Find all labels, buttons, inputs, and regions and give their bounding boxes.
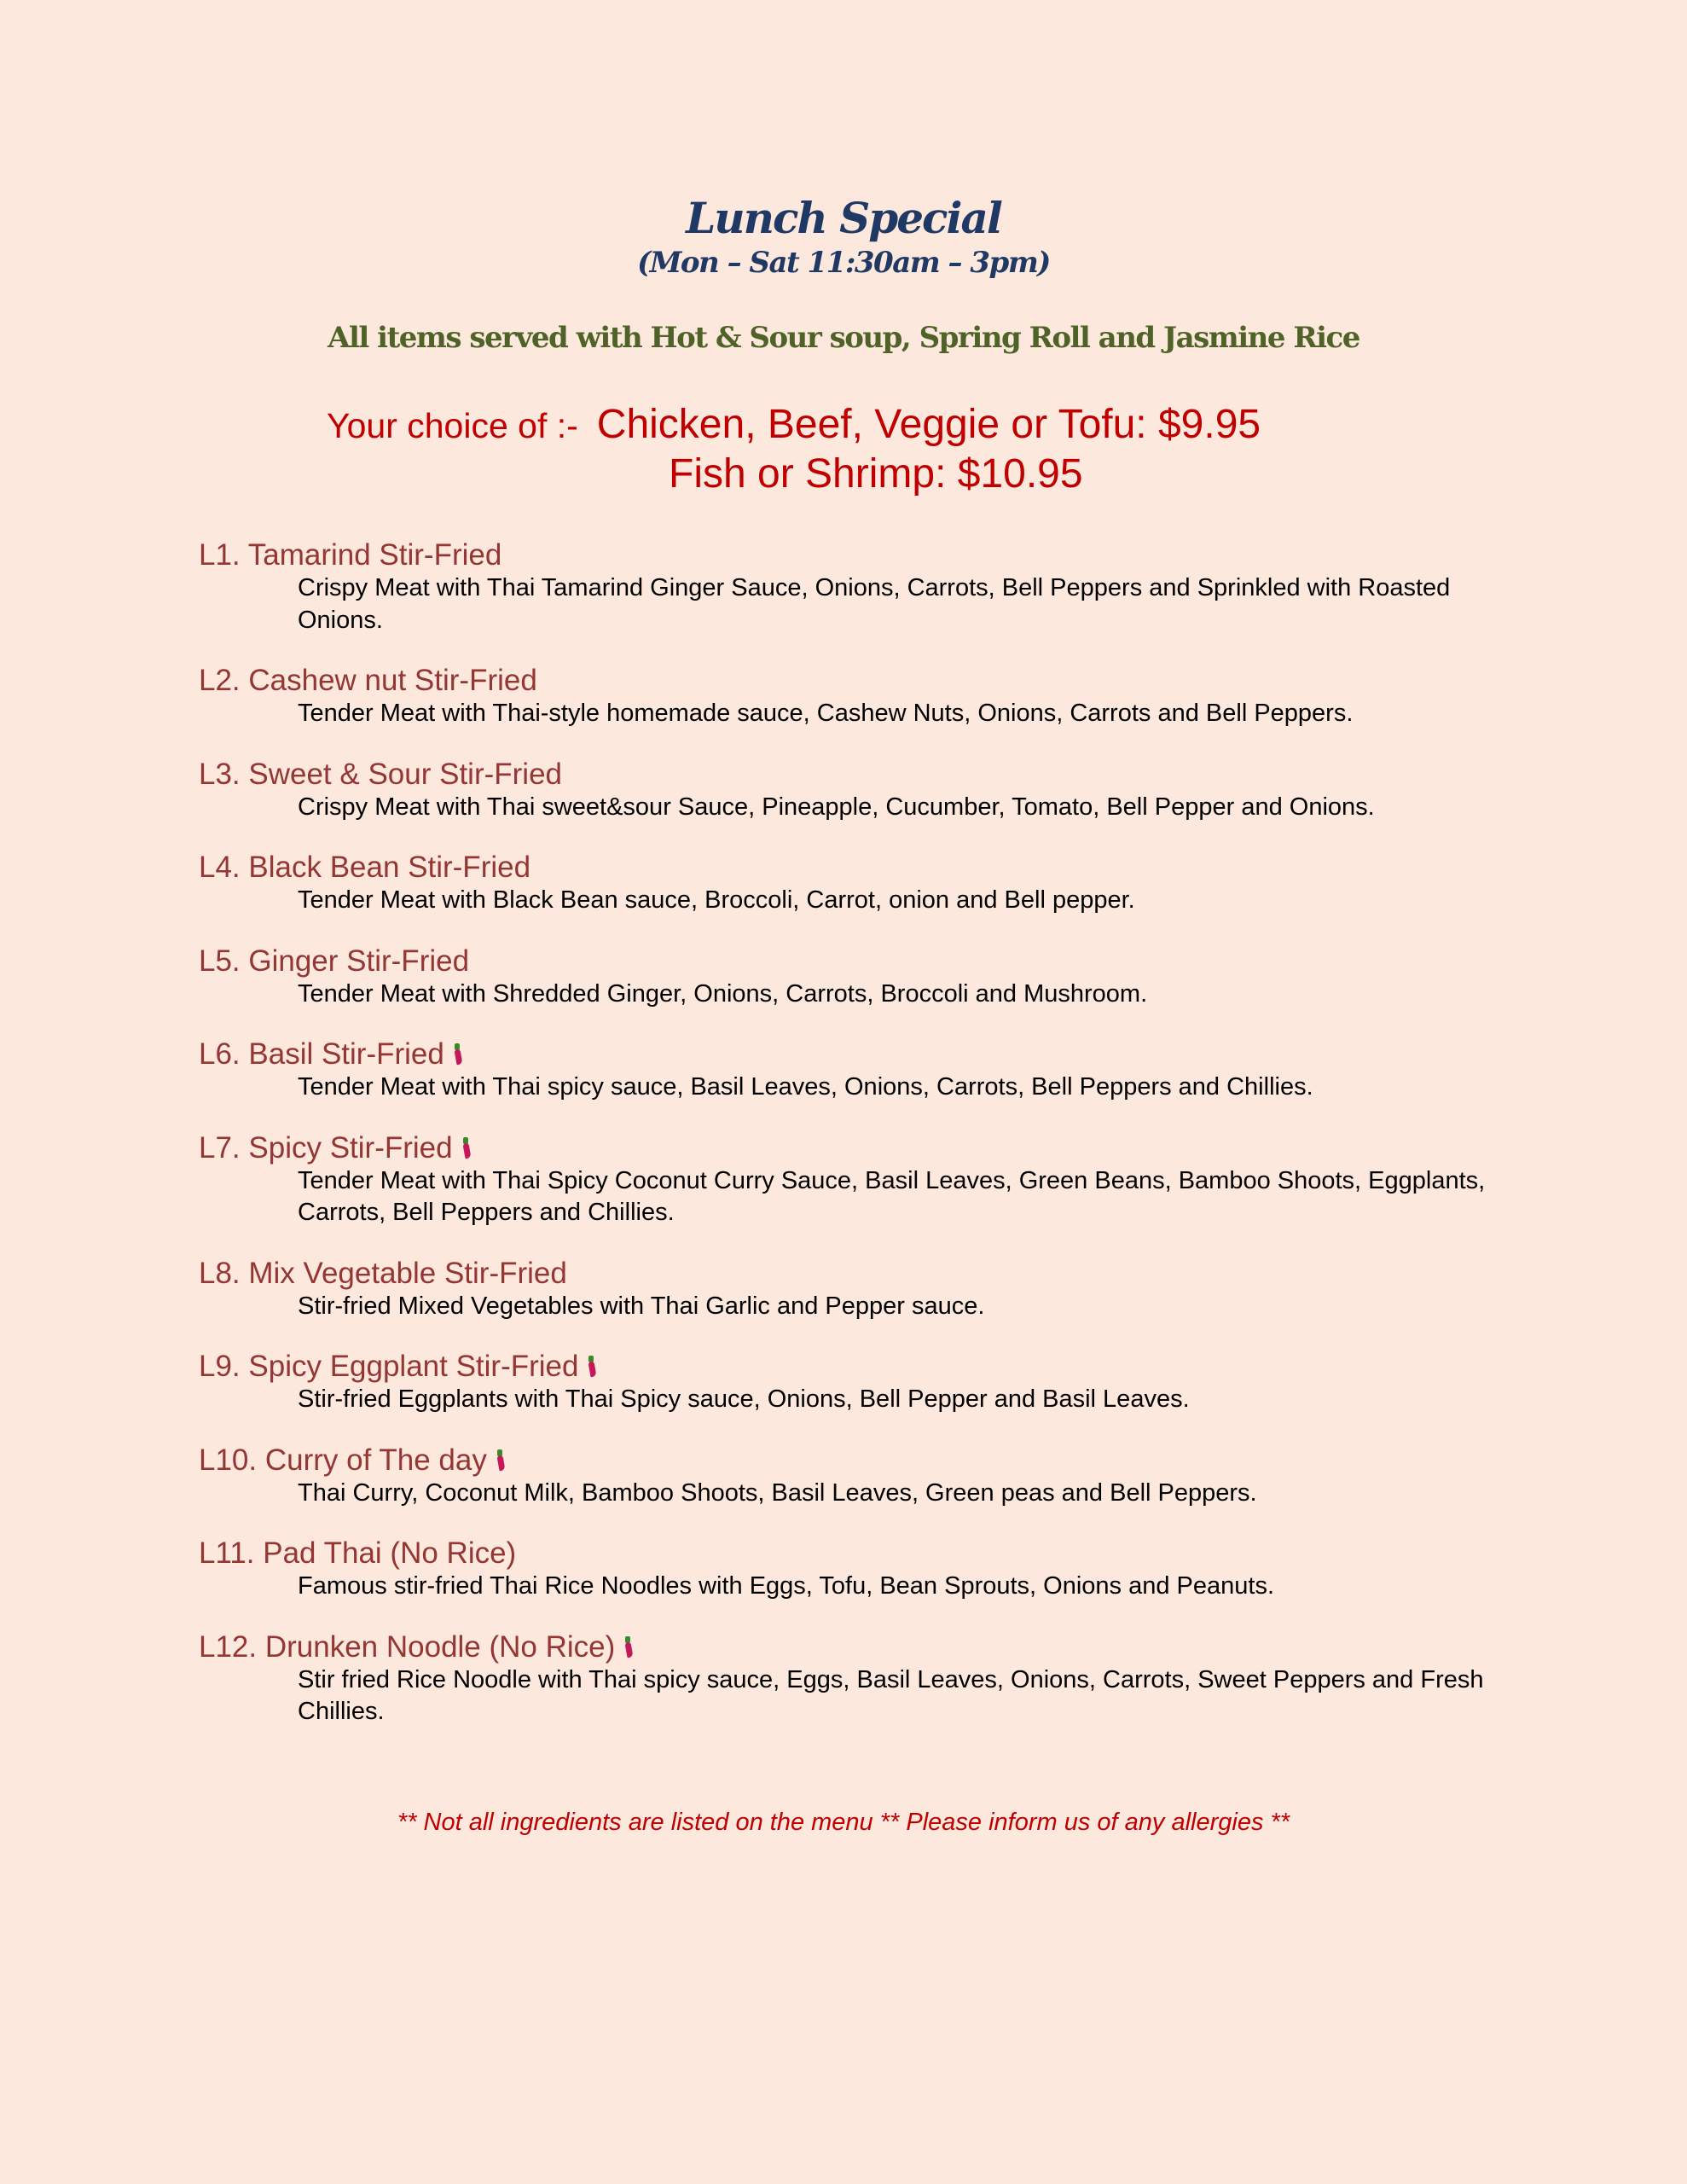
pricing-option-2: Fish or Shrimp: $10.95 xyxy=(669,451,1083,497)
allergy-footer: ** Not all ingredients are listed on the menu ** Please inform us of any allergies ** xyxy=(397,1809,1290,1836)
pricing-line-1 xyxy=(327,401,1261,448)
hours-subtitle: (Mon – Sat 11:30am – 3pm) xyxy=(637,246,1050,280)
menu-item-description: Crispy Meat with Thai Tamarind Ginger Sauce, Onions, Carrots, Bell Peppers and Sprinkled with Roasted Onions. xyxy=(298,574,1451,634)
menu-item-description: Tender Meat with Thai Spicy Coconut Curry Sauce, Basil Leaves, Green Beans, Bamboo Shoots, Eggplants, Carrots, Bell Peppers and Chillies. xyxy=(298,1166,1486,1226)
menu-item-description: Stir-fried Eggplants with Thai Spicy sauce, Onions, Bell Pepper and Basil Leaves. xyxy=(298,1385,1190,1413)
menu-item-title: L7. Spicy Stir-Fried xyxy=(199,1130,453,1165)
menu-item xyxy=(199,851,1529,917)
menu-item-description: Tender Meat with Thai spicy sauce, Basil Leaves, Onions, Carrots, Bell Peppers and Chillies. xyxy=(298,1073,1313,1101)
menu-item xyxy=(199,1443,1529,1510)
menu-item-name xyxy=(199,944,1529,979)
menu-items xyxy=(199,538,1529,1756)
menu-item-title: L8. Mix Vegetable Stir-Fried xyxy=(199,1256,567,1290)
chili-pepper-icon xyxy=(453,1043,463,1066)
menu-item-name xyxy=(199,1536,1529,1571)
menu-item-description: Stir-fried Mixed Vegetables with Thai Garlic and Pepper sauce. xyxy=(298,1292,985,1320)
menu-item xyxy=(199,1536,1529,1603)
menu-item-title: L1. Tamarind Stir-Fried xyxy=(199,538,502,572)
menu-item-name xyxy=(199,664,1529,698)
menu-item-title: L2. Cashew nut Stir-Fried xyxy=(199,664,537,697)
chili-pepper-icon xyxy=(496,1449,506,1472)
menu-item-title: L5. Ginger Stir-Fried xyxy=(199,944,470,978)
menu-item-name xyxy=(199,1257,1529,1291)
menu-item xyxy=(199,1350,1529,1416)
menu-item-name xyxy=(199,758,1529,792)
pricing-label: Your choice of :- xyxy=(327,406,578,445)
menu-item xyxy=(199,664,1529,730)
page-title: Lunch Special xyxy=(686,193,1001,243)
menu-item-title: L11. Pad Thai (No Rice) xyxy=(199,1536,517,1570)
menu-item xyxy=(199,1257,1529,1323)
menu-item-description: Stir fried Rice Noodle with Thai spicy sauce, Eggs, Basil Leaves, Onions, Carrots, Sweet Peppers and Fresh Chillies. xyxy=(298,1665,1484,1725)
chili-pepper-icon xyxy=(461,1137,472,1159)
menu-item-title: L3. Sweet & Sour Stir-Fried xyxy=(199,757,562,791)
menu-item-title: L6. Basil Stir-Fried xyxy=(199,1037,444,1071)
served-with-note: All items served with Hot & Sour soup, Spring Roll and Jasmine Rice xyxy=(328,321,1359,355)
menu-item-description: Famous stir-fried Thai Rice Noodles with Eggs, Tofu, Bean Sprouts, Onions and Peanuts. xyxy=(298,1572,1275,1600)
menu-item-name xyxy=(199,851,1529,885)
menu-item xyxy=(199,1630,1529,1728)
menu-item-name xyxy=(199,1350,1529,1384)
pricing-option-1: Chicken, Beef, Veggie or Tofu: $9.95 xyxy=(596,402,1261,447)
menu-item-description: Tender Meat with Shredded Ginger, Onions, Carrots, Broccoli and Mushroom. xyxy=(298,979,1148,1008)
menu-item-name xyxy=(199,1131,1529,1165)
menu-item-description: Tender Meat with Black Bean sauce, Broccoli, Carrot, onion and Bell pepper. xyxy=(298,886,1135,914)
menu-item-description: Crispy Meat with Thai sweet&sour Sauce, Pineapple, Cucumber, Tomato, Bell Pepper and Onions. xyxy=(298,793,1375,821)
menu-item xyxy=(199,758,1529,824)
menu-item-name xyxy=(199,1630,1529,1664)
menu-item-name xyxy=(199,1443,1529,1478)
menu-item xyxy=(199,1037,1529,1104)
menu-item xyxy=(199,944,1529,1011)
menu-item-title: L12. Drunken Noodle (No Rice) xyxy=(199,1629,616,1664)
menu-item-description: Tender Meat with Thai-style homemade sauce, Cashew Nuts, Onions, Carrots and Bell Peppers. xyxy=(298,700,1354,727)
menu-item-name xyxy=(199,1037,1529,1072)
menu-item-name xyxy=(199,538,1529,572)
menu-item-title: L10. Curry of The day xyxy=(199,1443,487,1477)
menu-item xyxy=(199,1131,1529,1229)
chili-pepper-icon xyxy=(587,1356,597,1378)
menu-item-title: L4. Black Bean Stir-Fried xyxy=(199,851,531,884)
menu-item-title: L9. Spicy Eggplant Stir-Fried xyxy=(199,1350,579,1383)
menu-item xyxy=(199,538,1529,636)
menu-item-description: Thai Curry, Coconut Milk, Bamboo Shoots, Basil Leaves, Green peas and Bell Peppers. xyxy=(298,1478,1257,1507)
chili-pepper-icon xyxy=(623,1636,634,1658)
